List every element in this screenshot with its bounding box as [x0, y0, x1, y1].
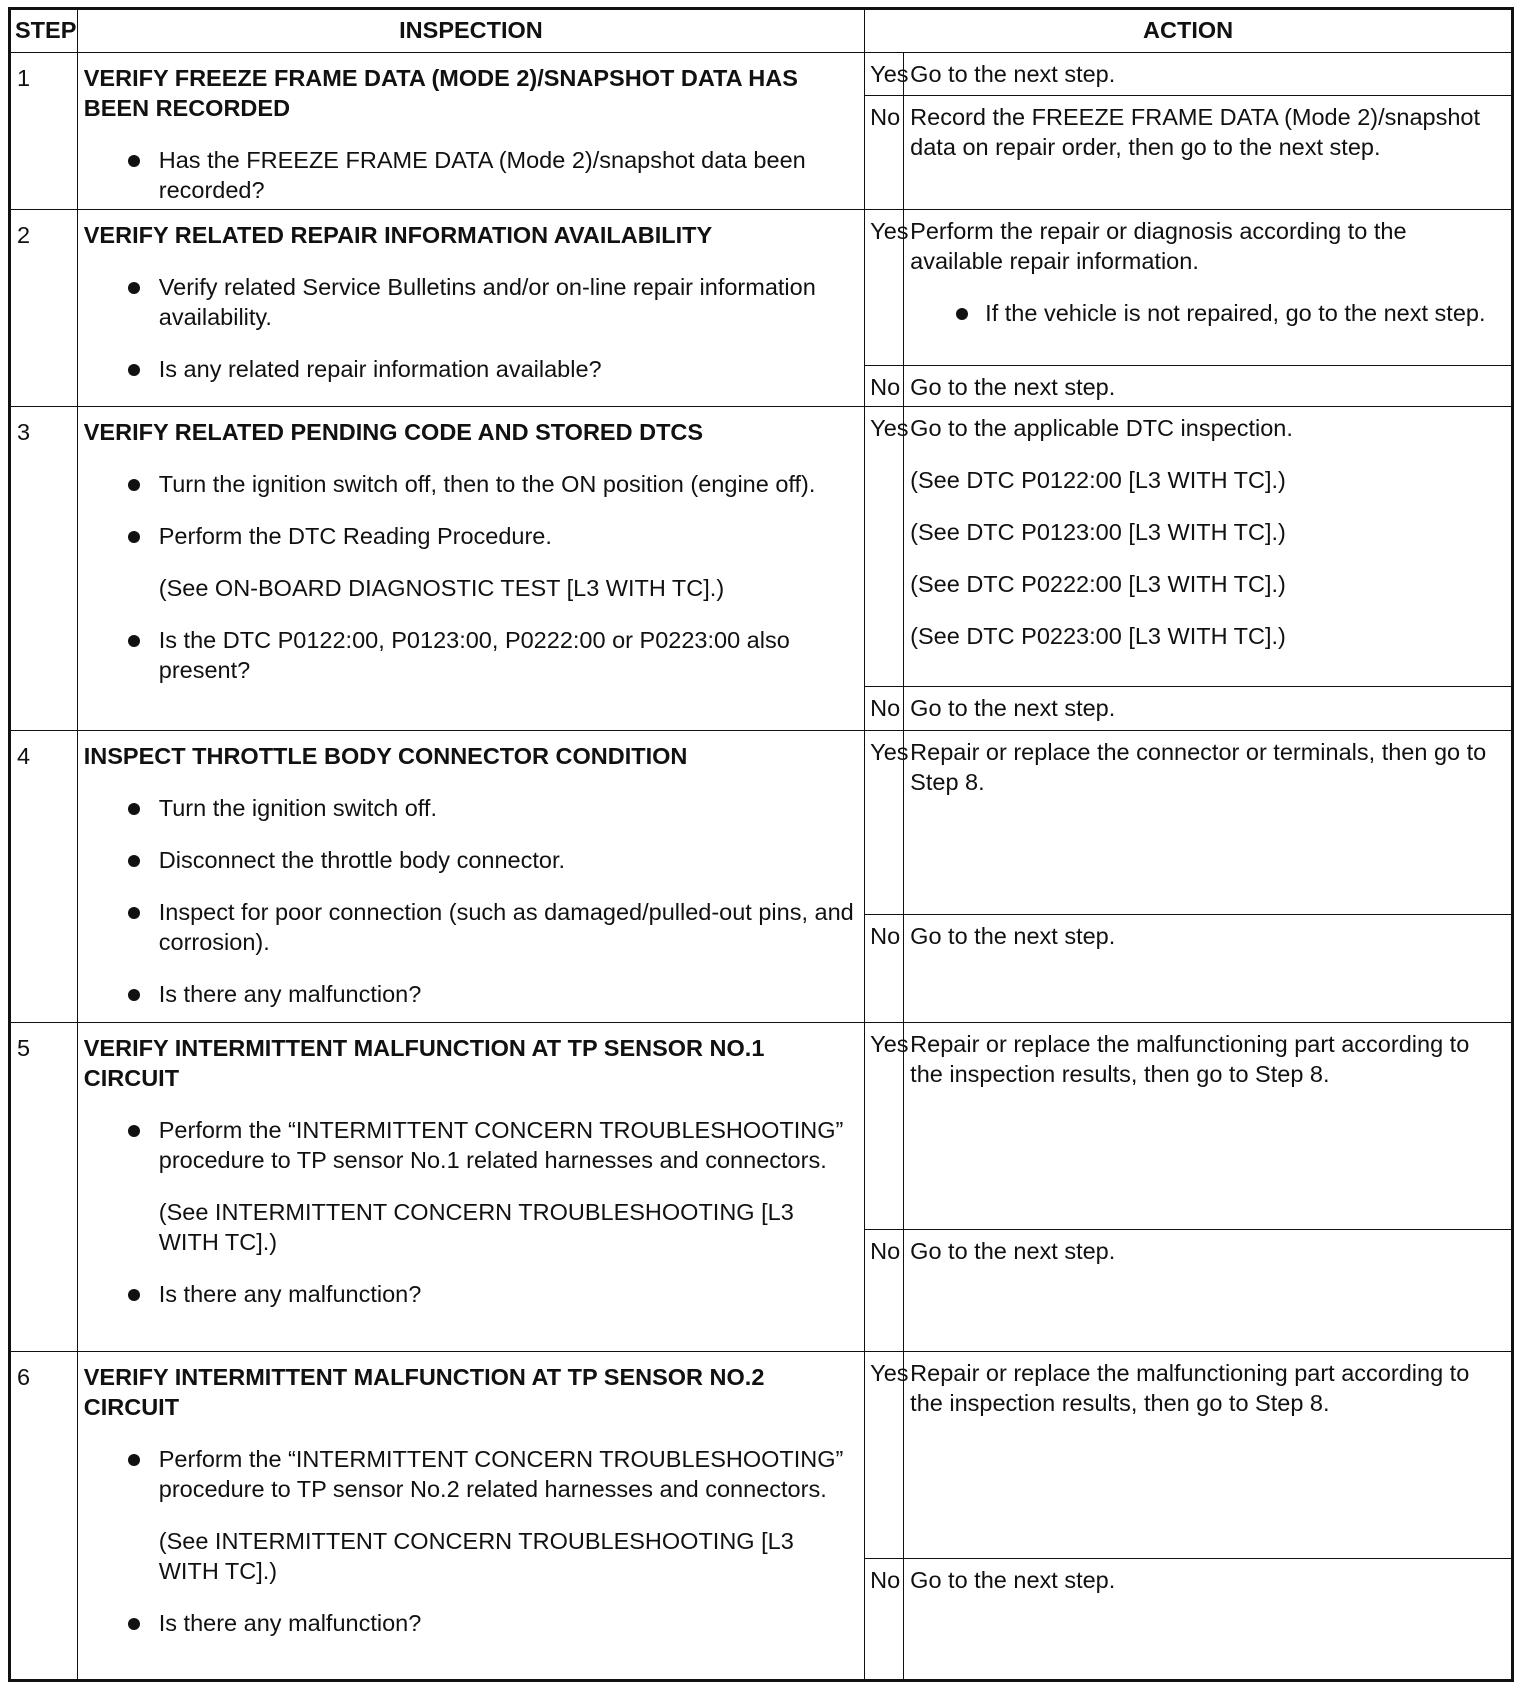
- header-inspection: INSPECTION: [77, 9, 864, 53]
- no-action: Go to the next step.: [904, 1559, 1513, 1681]
- inspection-list: [84, 1608, 858, 1638]
- step-number: 2: [10, 210, 78, 407]
- yes-action-text: Perform the repair or diagnosis according to the available repair information.: [910, 218, 1407, 274]
- reference-note: (See INTERMITTENT CONCERN TROUBLESHOOTING [L3 WITH TC].): [158, 1528, 794, 1584]
- step-5-yes-row: [10, 1023, 1513, 1230]
- header-row: [10, 9, 1513, 53]
- inspection-item: Has the FREEZE FRAME DATA (Mode 2)/snapshot data been recorded?: [84, 145, 858, 205]
- dtc-reference: (See DTC P0223:00 [L3 WITH TC].): [910, 623, 1286, 649]
- reference-note: (See INTERMITTENT CONCERN TROUBLESHOOTING [L3 WITH TC].): [158, 1199, 794, 1255]
- inspection-item: Perform the DTC Reading Procedure.: [84, 521, 858, 551]
- no-label: No: [865, 915, 904, 1023]
- no-action: Go to the next step.: [904, 366, 1513, 407]
- step-3-yes-row: [10, 407, 1513, 687]
- action-item: If the vehicle is not repaired, go to the next step.: [910, 298, 1505, 328]
- step-title: VERIFY RELATED REPAIR INFORMATION AVAILABILITY: [83, 222, 713, 248]
- step-title: VERIFY INTERMITTENT MALFUNCTION AT TP SENSOR NO.2 CIRCUIT: [83, 1364, 765, 1420]
- dtc-reference: (See DTC P0123:00 [L3 WITH TC].): [910, 519, 1286, 545]
- inspection-item: Is the DTC P0122:00, P0123:00, P0222:00 or P0223:00 also present?: [84, 625, 858, 685]
- inspection-list: [84, 1115, 858, 1175]
- header-step: STEP: [10, 9, 78, 53]
- inspection-item: Inspect for poor connection (such as damaged/pulled-out pins, and corrosion).: [84, 897, 858, 957]
- step-2-yes-row: [10, 210, 1513, 366]
- diagnostic-table: [8, 7, 1514, 1682]
- yes-label: Yes: [865, 53, 904, 96]
- action-list: [910, 298, 1505, 328]
- step-4-yes-row: [10, 731, 1513, 915]
- step-title: INSPECT THROTTLE BODY CONNECTOR CONDITION: [83, 743, 688, 769]
- reference-note: (See ON-BOARD DIAGNOSTIC TEST [L3 WITH TC].): [158, 575, 725, 601]
- step-number: 1: [10, 53, 78, 210]
- inspection-item: Verify related Service Bulletins and/or on-line repair information availability.: [84, 272, 858, 332]
- yes-action: Repair or replace the malfunctioning part according to the inspection results, then go to Step 8.: [904, 1352, 1513, 1559]
- inspection-item: Is there any malfunction?: [84, 979, 858, 1009]
- no-action: Go to the next step.: [904, 1230, 1513, 1352]
- yes-label: Yes: [865, 1023, 904, 1230]
- inspection-list: [84, 469, 858, 551]
- diagnostic-procedure-document: [8, 7, 1514, 1675]
- yes-action-text: Go to the applicable DTC inspection.: [910, 415, 1293, 441]
- inspection-list: [84, 793, 858, 1009]
- no-label: No: [865, 366, 904, 407]
- step-title: VERIFY INTERMITTENT MALFUNCTION AT TP SENSOR NO.1 CIRCUIT: [83, 1035, 765, 1091]
- dtc-reference: (See DTC P0222:00 [L3 WITH TC].): [910, 571, 1286, 597]
- inspection-item: Is there any malfunction?: [84, 1608, 858, 1638]
- header-action: ACTION: [865, 9, 1513, 53]
- inspection-list: [84, 272, 858, 384]
- dtc-reference: (See DTC P0122:00 [L3 WITH TC].): [910, 467, 1286, 493]
- yes-label: Yes: [865, 210, 904, 366]
- step-1-yes-row: [10, 53, 1513, 96]
- step-inspection: [77, 210, 864, 407]
- step-inspection: [77, 53, 864, 210]
- yes-label: Yes: [865, 1352, 904, 1559]
- yes-action: [904, 210, 1513, 366]
- no-action: Go to the next step.: [904, 915, 1513, 1023]
- inspection-item: Turn the ignition switch off, then to the ON position (engine off).: [84, 469, 858, 499]
- step-number: 5: [10, 1023, 78, 1352]
- step-inspection: [77, 1023, 864, 1352]
- step-6-yes-row: [10, 1352, 1513, 1559]
- yes-action: Go to the next step.: [904, 53, 1513, 96]
- no-label: No: [865, 1559, 904, 1681]
- inspection-list: [84, 1444, 858, 1504]
- step-number: 6: [10, 1352, 78, 1681]
- no-action: Record the FREEZE FRAME DATA (Mode 2)/snapshot data on repair order, then go to the next step.: [904, 96, 1513, 210]
- inspection-item: Disconnect the throttle body connector.: [84, 845, 858, 875]
- inspection-list: [84, 145, 858, 205]
- inspection-item: Turn the ignition switch off.: [84, 793, 858, 823]
- no-label: No: [865, 96, 904, 210]
- inspection-list: [84, 625, 858, 685]
- no-label: No: [865, 687, 904, 731]
- yes-label: Yes: [865, 731, 904, 915]
- inspection-item: Perform the “INTERMITTENT CONCERN TROUBLESHOOTING” procedure to TP sensor No.2 related harnesses and connectors.: [84, 1444, 858, 1504]
- yes-action: Repair or replace the malfunctioning part according to the inspection results, then go to Step 8.: [904, 1023, 1513, 1230]
- inspection-item: Is there any malfunction?: [84, 1279, 858, 1309]
- step-title: VERIFY FREEZE FRAME DATA (MODE 2)/SNAPSHOT DATA HAS BEEN RECORDED: [83, 65, 798, 121]
- step-inspection: [77, 1352, 864, 1681]
- inspection-list: [84, 1279, 858, 1309]
- inspection-item: Perform the “INTERMITTENT CONCERN TROUBLESHOOTING” procedure to TP sensor No.1 related harnesses and connectors.: [84, 1115, 858, 1175]
- step-number: 4: [10, 731, 78, 1023]
- no-action: Go to the next step.: [904, 687, 1513, 731]
- step-number: 3: [10, 407, 78, 731]
- step-title: VERIFY RELATED PENDING CODE AND STORED DTCS: [83, 419, 704, 445]
- inspection-item: Is any related repair information available?: [84, 354, 858, 384]
- yes-label: Yes: [865, 407, 904, 687]
- no-label: No: [865, 1230, 904, 1352]
- step-inspection: [77, 407, 864, 731]
- step-inspection: [77, 731, 864, 1023]
- yes-action: Repair or replace the connector or terminals, then go to Step 8.: [904, 731, 1513, 915]
- yes-action: [904, 407, 1513, 687]
